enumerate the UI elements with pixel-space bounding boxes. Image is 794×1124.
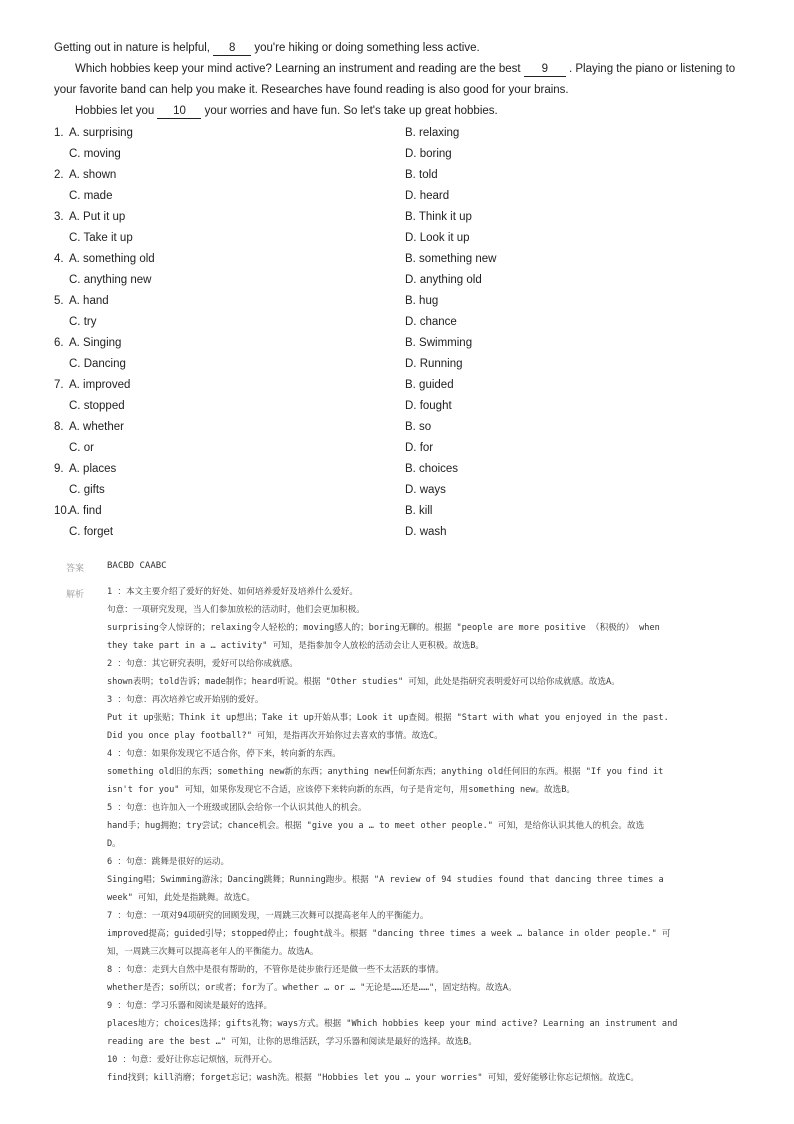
- explanation-label: 解析: [66, 589, 85, 599]
- passage: [54, 38, 754, 122]
- passage-text: Which hobbies keep your mind active? Learning an instrument and reading are the best: [75, 63, 524, 75]
- explanation-line: Did you once play football?" 可知，是指再次开始你过去喜欢的事情。故选C。: [107, 731, 443, 741]
- passage-text: your worries and have fun. So let's take up great hobbies.: [201, 105, 498, 117]
- question-row: [54, 522, 754, 543]
- question-row: [54, 354, 754, 375]
- question-number: 3.: [54, 211, 64, 223]
- option-a: A. Put it up: [69, 211, 126, 223]
- passage-text: Getting out in nature is helpful,: [54, 42, 214, 54]
- passage-line-2: [54, 59, 754, 80]
- option-d: D. anything old: [405, 274, 482, 286]
- question-number: 7.: [54, 379, 64, 391]
- option-b: B. so: [405, 421, 432, 433]
- explanation-line: hand手；hug拥抱；try尝试；chance机会。根据 "give you a … to meet other people." 可知，是给你认识其他人的机会。故选: [107, 821, 645, 831]
- question-row: [54, 291, 754, 312]
- explanation-line: 9 ：句意：学习乐器和阅读是最好的选择。: [107, 1001, 273, 1011]
- option-a: A. find: [69, 505, 102, 517]
- explanation-line: Singing唱；Swimming游泳；Dancing跳舞；Running跑步。根据 "A review of 94 studies found that dancing three times a: [107, 875, 664, 885]
- passage-line-3: your favorite band can help you make it. Researches have found reading is also good for your brains.: [54, 84, 569, 96]
- option-c: C. forget: [69, 526, 114, 538]
- explanation-line: 句意：一项研究发现，当人们参加放松的活动时，他们会更加积极。: [107, 605, 365, 615]
- explanation-line: 3 ：句意：再次培养它或开始别的爱好。: [107, 695, 264, 705]
- explanation-line: 8 ：句意：走到大自然中是很有帮助的，不管你是徒步旅行还是做一些不太活跃的事情。: [107, 965, 444, 975]
- question-options: [54, 123, 754, 543]
- question-number: 8.: [54, 421, 64, 433]
- option-a: A. shown: [69, 169, 117, 181]
- option-a: A. Singing: [69, 337, 122, 349]
- option-c: C. stopped: [69, 400, 125, 412]
- question-row: [54, 186, 754, 207]
- option-a: A. whether: [69, 421, 124, 433]
- option-d: D. ways: [405, 484, 446, 496]
- question-number: 10.: [54, 505, 70, 517]
- option-b: B. Swimming: [405, 337, 473, 349]
- question-number: 1.: [54, 127, 64, 139]
- option-c: C. moving: [69, 148, 121, 160]
- question-row: [54, 123, 754, 144]
- option-b: B. choices: [405, 463, 459, 475]
- question-number: 2.: [54, 169, 64, 181]
- explanation-line: 知，一周跳三次舞可以提高老年人的平衡能力。故选A。: [107, 947, 319, 957]
- option-c: C. made: [69, 190, 113, 202]
- question-row: [54, 438, 754, 459]
- explanation-line: Put it up张贴；Think it up想出；Take it up开始从事；Look it up查阅。根据 "Start with what you enjoyed in the past.: [107, 713, 669, 723]
- explanation-line: they take part in a … activity" 可知，是指参加令人放松的活动会让人更积极。故选B。: [107, 641, 484, 651]
- explanation-line: places地方；choices选择；gifts礼物；ways方式。根据 "Which hobbies keep your mind active? Learning an instrument and: [107, 1019, 678, 1029]
- question-row: [54, 207, 754, 228]
- option-b: B. relaxing: [405, 127, 460, 139]
- blank-10: 10: [157, 104, 201, 119]
- question-row: [54, 228, 754, 249]
- option-a: A. hand: [69, 295, 109, 307]
- option-d: D. Running: [405, 358, 463, 370]
- question-number: 9.: [54, 463, 64, 475]
- explanation-line: surprising令人惊讶的；relaxing令人轻松的；moving感人的；boring无聊的。根据 "people are more positive （积极的） when: [107, 623, 660, 633]
- option-d: D. heard: [405, 190, 450, 202]
- option-d: D. Look it up: [405, 232, 470, 244]
- explanation-line: D。: [107, 839, 121, 849]
- explanation-line: 6 ：句意：跳舞是很好的运动。: [107, 857, 230, 867]
- question-row: [54, 396, 754, 417]
- option-b: B. kill: [405, 505, 433, 517]
- option-c: C. Take it up: [69, 232, 133, 244]
- blank-9: 9: [524, 62, 566, 77]
- explanation-line: week" 可知，此处是指跳舞。故选C。: [107, 893, 255, 903]
- option-a: A. improved: [69, 379, 131, 391]
- passage-text: you're hiking or doing something less active.: [251, 42, 480, 54]
- option-a: A. surprising: [69, 127, 133, 139]
- explanation-line: something old旧的东西；something new新的东西；anything new任何新东西；anything old任何旧的东西。根据 "If you find it: [107, 767, 664, 777]
- option-c: C. gifts: [69, 484, 105, 496]
- option-d: D. boring: [405, 148, 452, 160]
- question-row: [54, 270, 754, 291]
- option-b: B. hug: [405, 295, 439, 307]
- explanation-line: 5 ：句意：也许加入一个班级或团队会给你一个认识其他人的机会。: [107, 803, 367, 813]
- explanation-line: 7 ：句意：一项对94项研究的回顾发现，一周跳三次舞可以提高老年人的平衡能力。: [107, 911, 429, 921]
- option-c: C. anything new: [69, 274, 152, 286]
- explanation-line: 1 ：本文主要介绍了爱好的好处、如何培养爱好及培养什么爱好。: [107, 587, 358, 597]
- explanation-line: shown表明；told告诉；made制作；heard听说。根据 "Other studies" 可知，此处是指研究表明爱好可以给你成就感。故选A。: [107, 677, 620, 687]
- explanation-line: 10 ：句意：爱好让你忘记烦恼，玩得开心。: [107, 1055, 278, 1065]
- option-c: C. Dancing: [69, 358, 126, 370]
- option-b: B. guided: [405, 379, 454, 391]
- explanation-line: improved提高；guided引导；stopped停止；fought战斗。根据 "dancing three times a week … balance in older people." 可: [107, 929, 671, 939]
- explanation-line: find找到；kill消磨；forget忘记；wash洗。根据 "Hobbies let you … your worries" 可知，爱好能够让你忘记烦恼。故选C。: [107, 1073, 640, 1083]
- explanation: [107, 583, 717, 1087]
- question-row: [54, 333, 754, 354]
- answer-value: BACBD CAABC: [107, 561, 167, 571]
- explanation-line: whether是否；so所以；or或者；for为了。whether … or … "无论是……还是……"，固定结构。故选A。: [107, 983, 517, 993]
- question-row: [54, 375, 754, 396]
- explanation-line: reading are the best …" 可知，让你的思维活跃，学习乐器和阅读是最好的选择。故选B。: [107, 1037, 477, 1047]
- question-row: [54, 144, 754, 165]
- option-a: A. places: [69, 463, 117, 475]
- question-number: 6.: [54, 337, 64, 349]
- question-row: [54, 312, 754, 333]
- question-row: [54, 459, 754, 480]
- option-b: B. something new: [405, 253, 497, 265]
- passage-line-4: [54, 101, 754, 122]
- option-c: C. try: [69, 316, 97, 328]
- question-row: [54, 480, 754, 501]
- question-number: 4.: [54, 253, 64, 265]
- question-row: [54, 501, 754, 522]
- option-d: D. wash: [405, 526, 447, 538]
- option-a: A. something old: [69, 253, 155, 265]
- option-b: B. told: [405, 169, 438, 181]
- question-number: 5.: [54, 295, 64, 307]
- explanation-line: isn't for you" 可知，如果你发现它不合适，应该停下来转向新的东西，句子是肯定句，用something new。故选B。: [107, 785, 576, 795]
- option-d: D. for: [405, 442, 434, 454]
- option-d: D. chance: [405, 316, 457, 328]
- explanation-line: 2 ：句意：其它研究表明，爱好可以给你成就感。: [107, 659, 298, 669]
- question-row: [54, 165, 754, 186]
- passage-line-1: [54, 38, 754, 59]
- question-row: [54, 249, 754, 270]
- blank-8: 8: [213, 41, 251, 56]
- explanation-line: 4 ：句意：如果你发现它不适合你，停下来，转向新的东西。: [107, 749, 341, 759]
- option-b: B. Think it up: [405, 211, 472, 223]
- passage-text: Hobbies let you: [75, 105, 158, 117]
- answer-label: 答案: [66, 563, 85, 573]
- question-row: [54, 417, 754, 438]
- option-d: D. fought: [405, 400, 452, 412]
- passage-text: . Playing the piano or listening to: [565, 63, 736, 75]
- option-c: C. or: [69, 442, 94, 454]
